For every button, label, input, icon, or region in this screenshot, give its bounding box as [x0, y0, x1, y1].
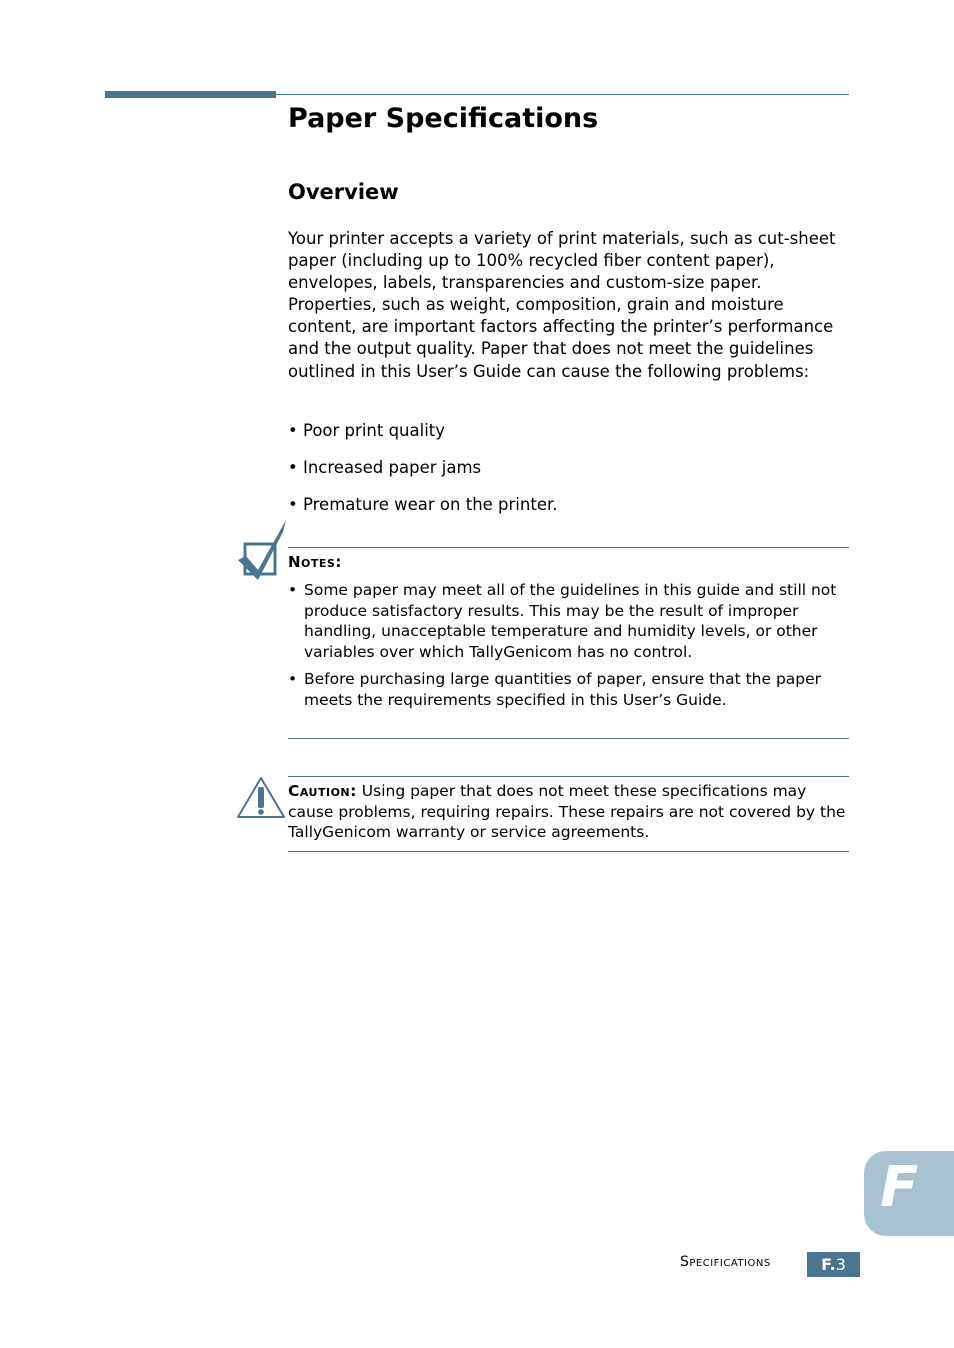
note-item: • Before purchasing large quantities of paper, ensure that the paper meets the requirements specified in this User’s Guide. — [288, 669, 849, 710]
caution-rule-bottom — [288, 851, 849, 852]
chapter-letter: F — [880, 1155, 919, 1220]
list-item: • Premature wear on the printer. — [288, 495, 558, 514]
checkmark-icon — [236, 518, 288, 582]
notes-heading: Notes: — [288, 553, 342, 571]
note-item: • Some paper may meet all of the guidelines in this guide and still not produce satisfactory results. This may be the result of improper handling, unacceptable temperature and humidity levels, or other variables over which TallyGenicom has no control. — [288, 580, 849, 662]
caution-body: Using paper that does not meet these specifications may cause problems, requiring repairs. These repairs are not covered by the TallyGenicom warranty or service agreements. — [288, 782, 846, 841]
page-number-prefix: F. — [821, 1255, 836, 1274]
caution-text — [288, 781, 849, 843]
page-number — [807, 1252, 860, 1277]
list-item: • Increased paper jams — [288, 458, 482, 477]
page-title: Paper Specifications — [288, 103, 599, 134]
list-item: • Poor print quality — [288, 421, 446, 440]
notes-rule-bottom — [288, 738, 849, 739]
caution-rule-top — [288, 776, 849, 777]
notes-rule-top — [288, 547, 849, 548]
header-rule-thin — [276, 94, 849, 95]
caution-label: Caution: — [288, 782, 357, 800]
section-title: Overview — [288, 180, 399, 204]
notes-list — [288, 580, 849, 717]
page-number-value: 3 — [835, 1255, 846, 1274]
footer-section-label: Specifications — [680, 1254, 771, 1270]
warning-icon — [236, 776, 286, 820]
header-rule-thick — [105, 91, 276, 98]
overview-paragraph: Your printer accepts a variety of print materials, such as cut-sheet paper (including up to 100% recycled fiber content paper), envelopes, labels, transparencies and custom-size paper. Properties, such as weight, composition, grain and moisture content, are important factors affecting the printer’s performance and the output quality. Paper that does not meet the guidelines outlined in this User’s Guide can cause the following problems: — [288, 229, 836, 381]
